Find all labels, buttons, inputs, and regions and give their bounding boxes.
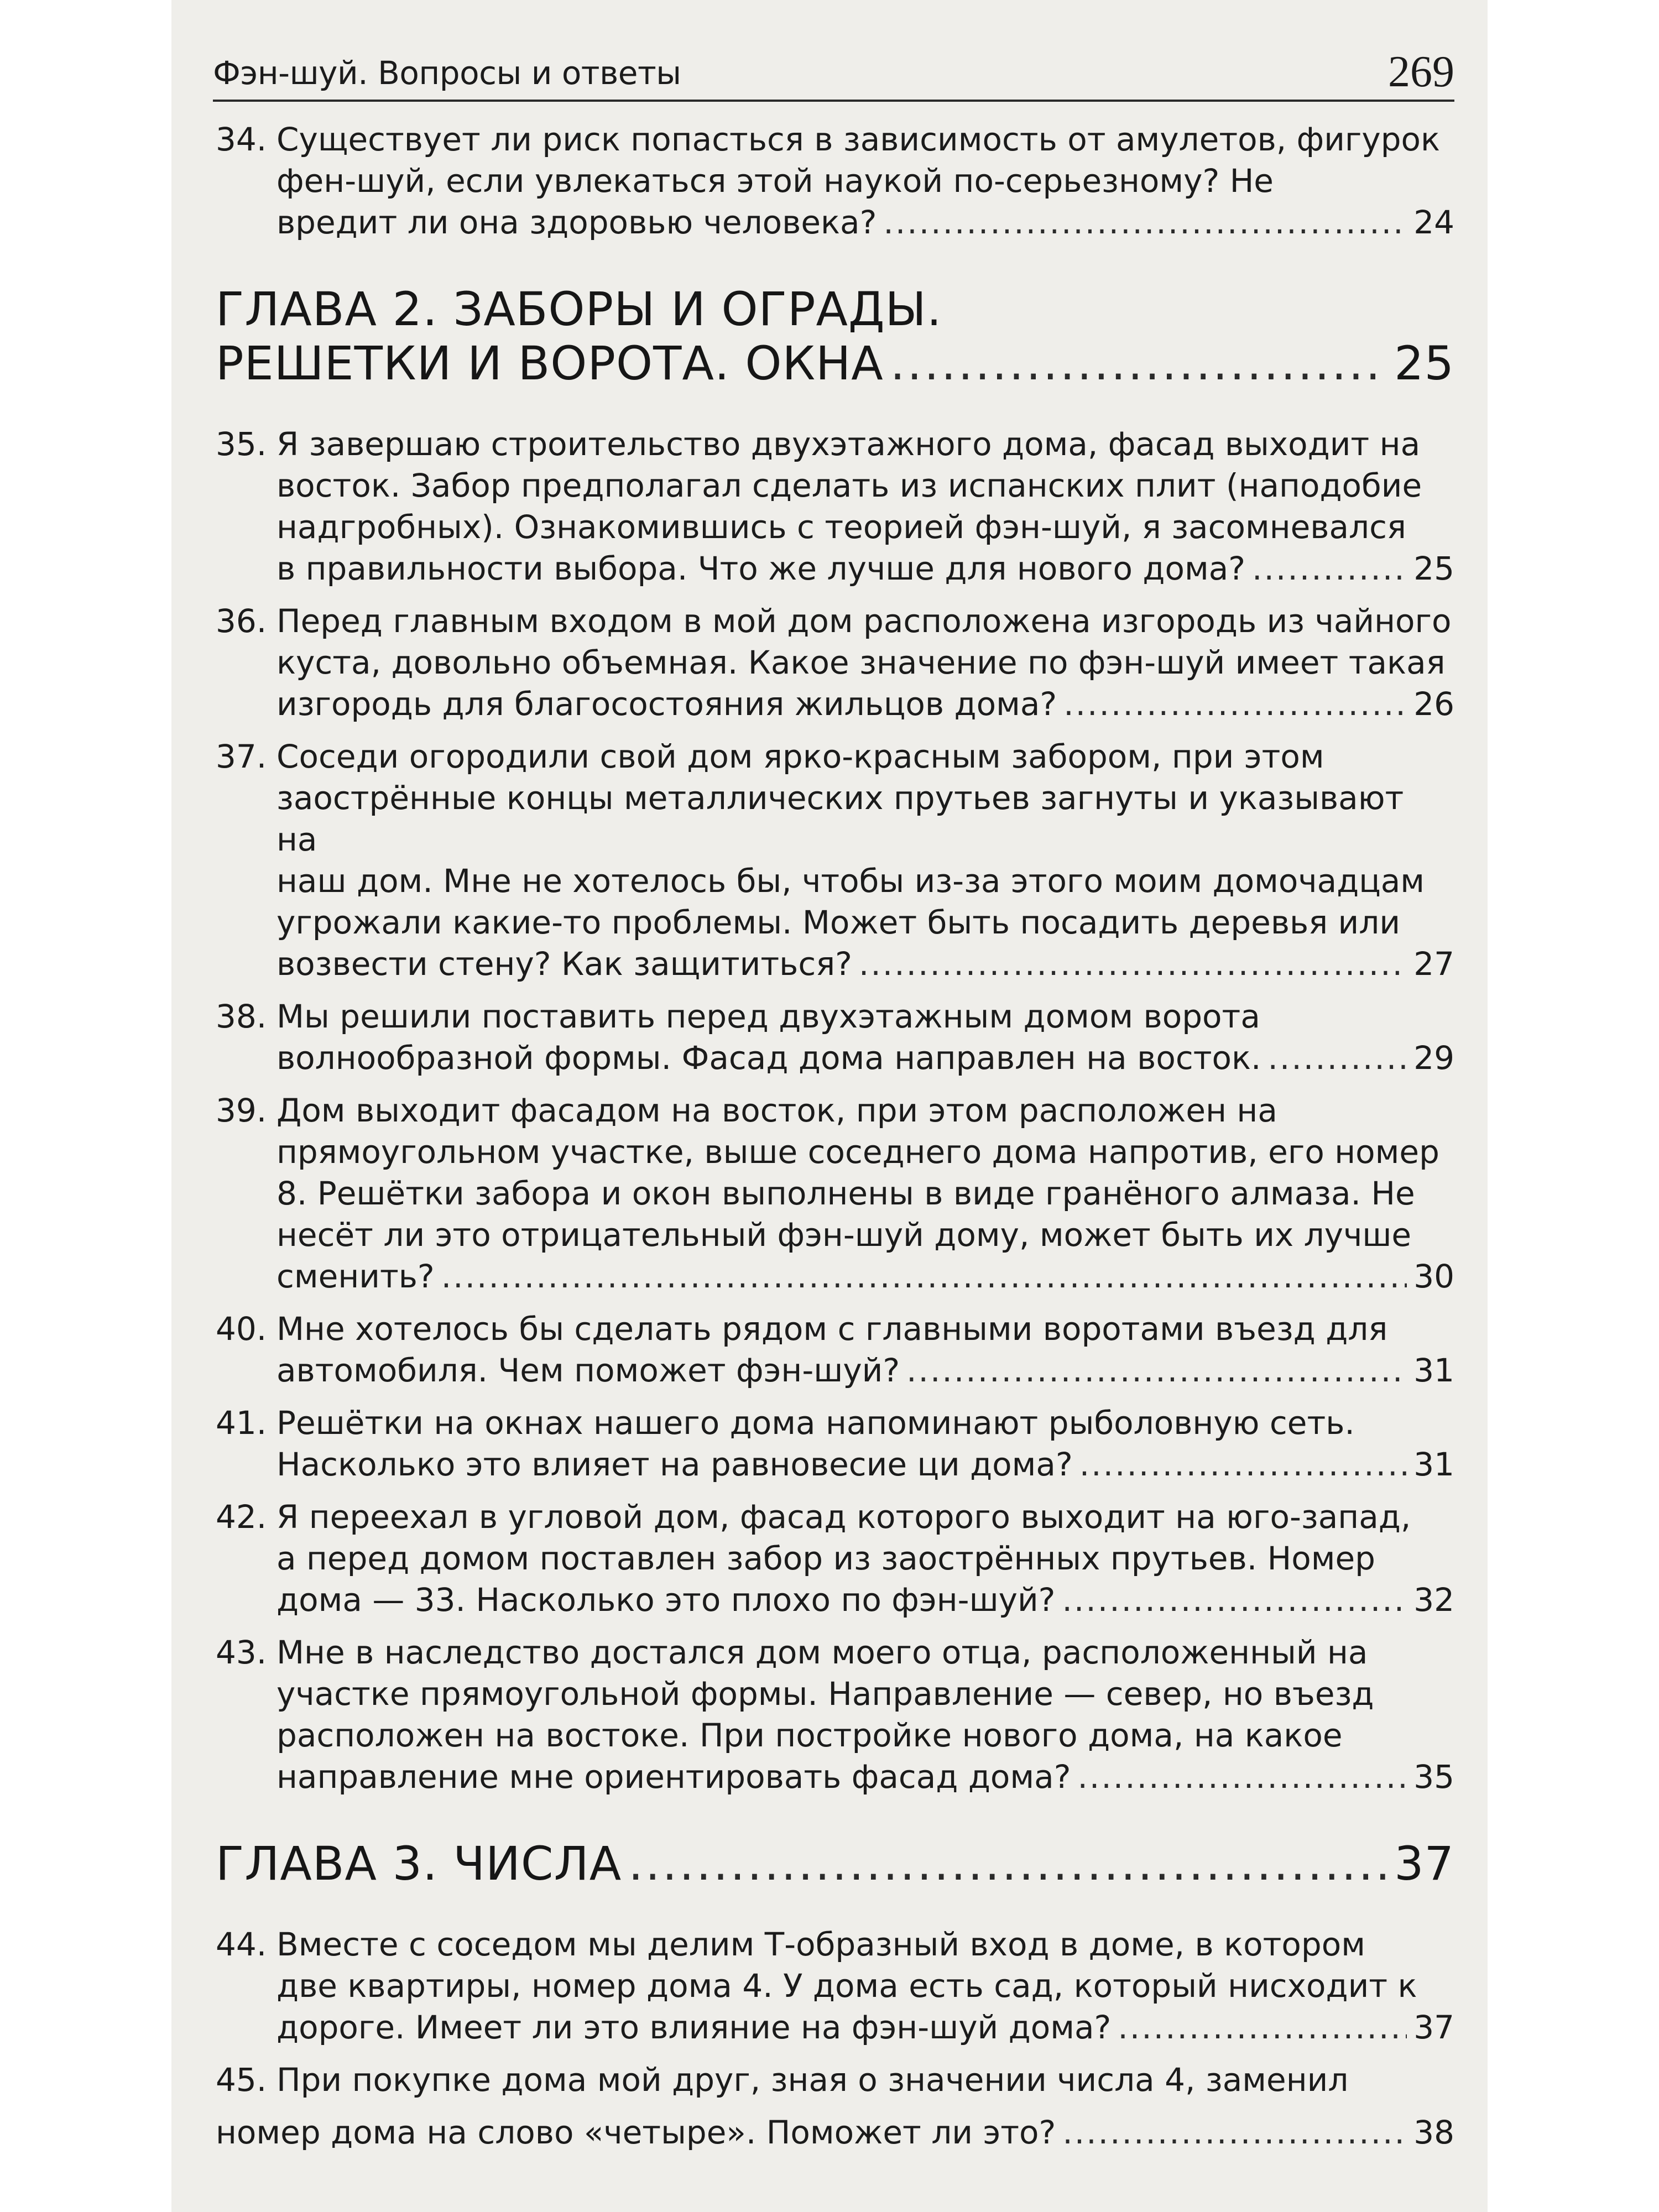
entry-text-line: вредит ли она здоровью человека? xyxy=(276,204,877,241)
table-of-contents xyxy=(216,119,1454,2164)
entry-last-line xyxy=(276,1756,1454,1798)
entry-text-line: Решётки на окнах нашего дома напоминают рыболовную сеть. xyxy=(276,1404,1355,1442)
entry-text-line: сменить? xyxy=(276,1258,435,1295)
entry-text-line: номер дома на слово «четыре». Поможет ли это? xyxy=(216,2114,1056,2151)
entry-text-line: Соседи огородили свой дом ярко-красным забором, при этом xyxy=(276,738,1324,775)
entry-text-line: фен-шуй, если увлекаться этой наукой по-серьезному? Не xyxy=(276,162,1274,200)
toc-entry-45 xyxy=(216,2059,1454,2153)
entry-page-number: 31 xyxy=(1413,1352,1454,1389)
dot-leader xyxy=(1062,2112,1407,2153)
entry-text-line: расположен на востоке. При постройке нового дома, на какое xyxy=(276,1717,1343,1754)
entry-last-line xyxy=(276,1444,1454,1485)
entry-page-number: 27 xyxy=(1413,945,1454,983)
dot-leader xyxy=(1252,548,1407,589)
entry-number: 43. xyxy=(216,1634,267,1671)
page-number: 269 xyxy=(1388,48,1454,96)
entry-page-number: 32 xyxy=(1413,1581,1454,1619)
entry-page-number: 31 xyxy=(1413,1446,1454,1483)
chapter-title-line: ГЛАВА 2. ЗАБОРЫ И ОГРАДЫ. xyxy=(216,282,942,336)
entry-text-line: угрожали какие-то проблемы. Может быть посадить деревья или xyxy=(276,904,1401,941)
dot-leader xyxy=(628,1837,1387,1891)
toc-entry-38 xyxy=(216,996,1454,1079)
entry-last-line xyxy=(276,1037,1454,1079)
entry-text-line: восток. Забор предполагал сделать из испанских плит (наподобие xyxy=(276,467,1422,504)
book-page xyxy=(171,0,1488,2212)
dot-leader xyxy=(1063,684,1407,725)
entry-text-line: возвести стену? Как защититься? xyxy=(276,945,852,983)
entry-text-line: волнообразной формы. Фасад дома направлен на восток. xyxy=(276,1039,1261,1077)
entry-text-line: дома — 33. Насколько это плохо по фэн-шуй? xyxy=(276,1581,1056,1619)
entry-text-line: в правильности выбора. Что же лучше для нового дома? xyxy=(276,550,1246,587)
entry-text-line: Насколько это влияет на равновесие ци дома? xyxy=(276,1446,1073,1483)
toc-entry-40 xyxy=(216,1308,1454,1391)
dot-leader xyxy=(859,943,1407,985)
dot-leader xyxy=(1118,2007,1407,2048)
chapter-last-line xyxy=(216,336,1454,390)
entry-page-number: 30 xyxy=(1413,1258,1454,1295)
toc-entry-35 xyxy=(216,424,1454,589)
entry-text-line: несёт ли это отрицательный фэн-шуй дому, может быть их лучше xyxy=(276,1216,1412,1254)
entry-number: 40. xyxy=(216,1310,267,1348)
toc-entry-42 xyxy=(216,1496,1454,1621)
entry-text-line: Мы решили поставить перед двухэтажным домом ворота xyxy=(276,998,1260,1035)
dot-leader xyxy=(1267,1037,1407,1079)
entry-page-number: 24 xyxy=(1413,204,1454,241)
entry-number: 39. xyxy=(216,1092,267,1129)
chapter-page-number: 37 xyxy=(1394,1837,1454,1891)
entry-text-line: заострённые концы металлических прутьев загнуты и указывают на xyxy=(276,779,1404,858)
chapter-page-number: 25 xyxy=(1394,336,1454,390)
toc-entry-39 xyxy=(216,1090,1454,1297)
entry-text-line: изгородь для благосостояния жильцов дома? xyxy=(276,685,1057,723)
entry-number: 42. xyxy=(216,1498,267,1536)
entry-text-line: Перед главным входом в мой дом расположена изгородь из чайного xyxy=(276,602,1452,640)
toc-entry-37 xyxy=(216,736,1454,985)
dot-leader xyxy=(1078,1756,1407,1798)
entry-last-line xyxy=(276,684,1454,725)
entry-last-line xyxy=(216,2112,1454,2153)
chapter-heading-2 xyxy=(216,282,1454,390)
dot-leader xyxy=(1079,1444,1407,1485)
entry-text-line: куста, довольно объемная. Какое значение по фэн-шуй имеет такая xyxy=(276,644,1446,681)
entry-text-line: Я завершаю строительство двухэтажного дома, фасад выходит на xyxy=(276,425,1421,463)
entry-number: 34. xyxy=(216,121,267,158)
entry-number: 44. xyxy=(216,1926,267,1963)
entry-page-number: 37 xyxy=(1413,2008,1454,2046)
toc-entry-34 xyxy=(216,119,1454,243)
entry-text-line: наш дом. Мне не хотелось бы, чтобы из-за этого моим домочадцам xyxy=(276,862,1425,900)
entry-text-line: направление мне ориентировать фасад дома? xyxy=(276,1758,1071,1796)
entry-number: 37. xyxy=(216,738,267,775)
entry-last-line xyxy=(276,548,1454,589)
entry-text-line: Дом выходит фасадом на восток, при этом расположен на xyxy=(276,1092,1277,1129)
toc-entry-36 xyxy=(216,601,1454,725)
entry-text-line: Вместе с соседом мы делим Т-образный вход в доме, в котором xyxy=(276,1926,1365,1963)
entry-last-line xyxy=(276,2007,1454,2048)
entry-number: 35. xyxy=(216,425,267,463)
entry-text-line: прямоугольном участке, выше соседнего дома напротив, его номер xyxy=(276,1133,1439,1171)
entry-number: 38. xyxy=(216,998,267,1035)
entry-last-line xyxy=(276,1579,1454,1621)
entry-number: 36. xyxy=(216,602,267,640)
entry-last-line xyxy=(276,1350,1454,1391)
entry-page-number: 38 xyxy=(1413,2114,1454,2151)
entry-text-line: Мне хотелось бы сделать рядом с главными воротами въезд для xyxy=(276,1310,1388,1348)
entry-last-line xyxy=(276,1256,1454,1297)
entry-page-number: 35 xyxy=(1413,1758,1454,1796)
chapter-title-line: РЕШЕТКИ И ВОРОТА. ОКНА xyxy=(216,336,884,390)
entry-text-line: Существует ли риск попасться в зависимость от амулетов, фигурок xyxy=(276,121,1441,158)
entry-text-line: Я переехал в угловой дом, фасад которого выходит на юго-запад, xyxy=(276,1498,1411,1536)
entry-text-line: надгробных). Ознакомившись с теорией фэн-шуй, я засомневался xyxy=(276,508,1406,546)
dot-leader xyxy=(441,1256,1407,1297)
toc-entry-44 xyxy=(216,1924,1454,2048)
entry-page-number: 25 xyxy=(1413,550,1454,587)
entry-text-line: две квартиры, номер дома 4. У дома есть сад, который нисходит к xyxy=(276,1967,1417,2005)
entry-text-line: дороге. Имеет ли это влияние на фэн-шуй дома? xyxy=(276,2008,1112,2046)
entry-text-line: При покупке дома мой друг, зная о значении числа 4, заменил xyxy=(276,2061,1349,2099)
entry-text-line: Мне в наследство достался дом моего отца, расположенный на xyxy=(276,1634,1368,1671)
chapter-title-line: ГЛАВА 3. ЧИСЛА xyxy=(216,1837,622,1891)
entry-text-line: участке прямоугольной формы. Направление — север, но въезд xyxy=(276,1675,1374,1713)
dot-leader xyxy=(883,202,1407,243)
dot-leader xyxy=(890,336,1387,390)
dot-leader xyxy=(1062,1579,1407,1621)
running-header xyxy=(213,39,1454,102)
dot-leader xyxy=(906,1350,1407,1391)
toc-entry-43 xyxy=(216,1632,1454,1798)
entry-number: 45. xyxy=(216,2061,267,2099)
entry-last-line xyxy=(276,943,1454,985)
entry-text-line: 8. Решётки забора и окон выполнены в виде гранёного алмаза. Не xyxy=(276,1175,1415,1212)
toc-entry-41 xyxy=(216,1402,1454,1485)
running-title: Фэн-шуй. Вопросы и ответы xyxy=(213,54,681,92)
entry-page-number: 29 xyxy=(1413,1039,1454,1077)
entry-page-number: 26 xyxy=(1413,685,1454,723)
entry-last-line xyxy=(276,202,1454,243)
entry-number: 41. xyxy=(216,1404,267,1442)
entry-text-line: автомобиля. Чем поможет фэн-шуй? xyxy=(276,1352,900,1389)
chapter-heading-3 xyxy=(216,1837,1454,1891)
chapter-last-line xyxy=(216,1837,1454,1891)
entry-text-line: а перед домом поставлен забор из заострённых прутьев. Номер xyxy=(276,1540,1375,1577)
